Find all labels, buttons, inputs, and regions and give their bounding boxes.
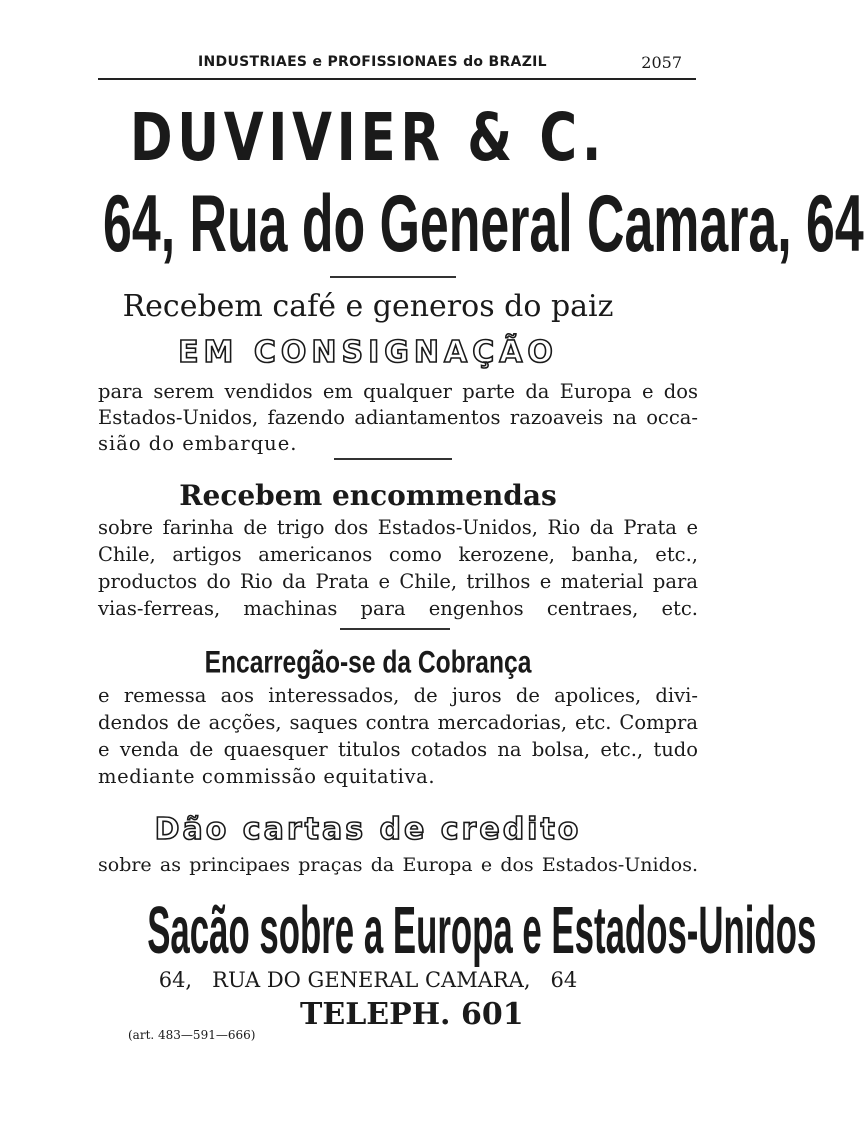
section3-line-4: mediante commissão equitativa. (98, 765, 436, 788)
running-header (98, 52, 696, 80)
printer-note: (art. 483—591—666) (128, 1028, 256, 1042)
section3-heading: Encarregão-se da Cobrança (204, 645, 532, 680)
section5-address: 64, RUA DO GENERAL CAMARA, 64 (158, 968, 578, 992)
section3-line-3: e venda de quaesquer titulos cotados na bolsa, etc., tudo (98, 738, 698, 761)
telephone: TELEPH. 601 (300, 997, 524, 1032)
section1-line-2: Estados-Unidos, fazendo adiantamentos razoaveis na occa- (98, 406, 698, 429)
firm-name: DUVIVIER & C. (129, 99, 607, 176)
divider-3 (340, 628, 450, 630)
address-heading: 64, Rua do General Camara, 64 (103, 179, 864, 269)
section4-heading: Dão cartas de credito (154, 812, 582, 847)
section2-heading: Recebem encommendas (179, 479, 557, 512)
section3-line-1: e remessa aos interessados, de juros de apolices, divi- (98, 684, 698, 707)
section1-line-3: sião do embarque. (98, 432, 298, 455)
header-title: INDUSTRIAES e PROFISSIONAES do BRAZIL (198, 54, 547, 70)
section1-heading: Recebem café e generos do paiz (122, 289, 614, 324)
section1-subheading: EM CONSIGNAÇÃO (178, 335, 558, 370)
divider-1 (330, 276, 456, 278)
section2-line-3: productos do Rio da Prata e Chile, trilhos e material para (98, 570, 698, 593)
divider-2 (334, 458, 452, 460)
page-number: 2057 (641, 53, 682, 72)
section4-line-1: sobre as principaes praças da Europa e dos Estados-Unidos. (98, 854, 698, 876)
section2-line-1: sobre farinha de trigo dos Estados-Unidos, Rio da Prata e (98, 516, 698, 539)
section5-heading: Sacão sobre a Europa e Estados-Unidos (147, 893, 817, 968)
section3-line-2: dendos de acções, saques contra mercadorias, etc. Compra (98, 711, 698, 734)
section2-line-4: vias-ferreas, machinas para engenhos centraes, etc. (98, 597, 698, 620)
section1-line-1: para serem vendidos em qualquer parte da Europa e dos (98, 380, 698, 403)
section2-line-2: Chile, artigos americanos como kerozene, banha, etc., (98, 543, 698, 566)
